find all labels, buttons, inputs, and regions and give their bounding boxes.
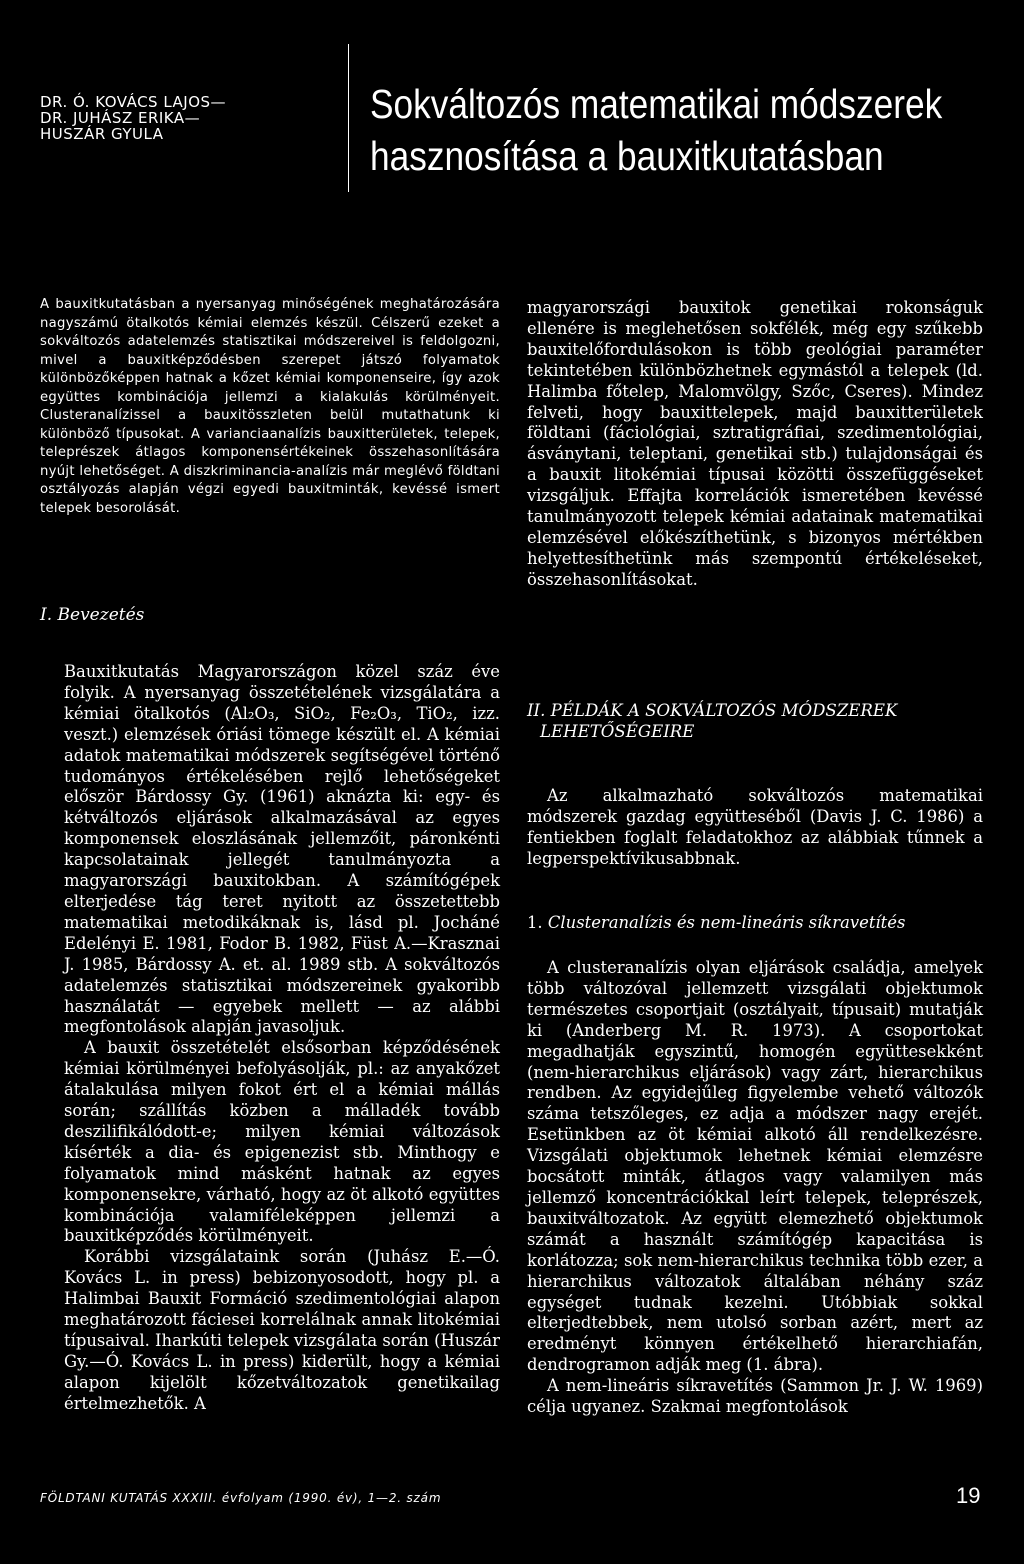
- section-intro: [527, 786, 983, 870]
- author-name: DR. Ó. KOVÁCS LAJOS—: [40, 93, 227, 111]
- subsection-heading-cluster: [527, 913, 983, 932]
- section-heading-examples: [527, 700, 987, 742]
- header-divider: [348, 44, 349, 192]
- section-heading-introduction: I. Bevezetés: [40, 605, 145, 625]
- page-number: 19: [956, 1483, 981, 1508]
- abstract: A bauxitkutatásban a nyersanyag minőségének meghatározására nagyszámú ötalkotós kémiai elemzés készül. Célszerű ezeket a sokváltozós adatelemzés statisztikai módszereivel is feldolgozni, mivel a bauxitképződésben szerepet játszó folyamatok különbözőképpen hatnak a kőzet kémiai komponenseire, így azok együttes kombinációja jellemzi a kialakulás körülményeit. Clusteranalízissel a bauxitösszleten belül mutathatunk ki különböző típusokat. A varianciaanalízis bauxitterületek, telepek, teleprészek átlagos komponensértékeinek összehasonlítására nyújt lehetőséget. A diszkriminancia-analízis már meglévő földtani osztályozás alapján végzi egyedi bauxitminták, kevéssé ismert telepek besorolását.: [40, 297, 500, 516]
- paragraph: A nem-lineáris síkravetítés (Sammon Jr. J. W. 1969) célja ugyanez. Szakmai megfontolások: [527, 1376, 983, 1417]
- right-column-body: [527, 958, 983, 1418]
- paragraph: Bauxitkutatás Magyarországon közel száz éve folyik. A nyersanyag összetételének vizsgálatára a kémiai ötalkotós (Al₂O₃, SiO₂, Fe₂O₃, TiO₂, izz. veszt.) elemzések óriási tömege készült el. A kémiai adatok matematikai módszerek segítségével történő tudományos értékelésében rejlő lehetőségeket először Bárdossy Gy. (1961) aknázta ki: egy- és kétváltozós eljárások alkalmazásával az egyes komponensek eloszlásának jellemzőit, páronkénti kapcsolatainak jellegét tanulmányozta a magyarországi bauxitokban. A számítógépek elterjedése tág teret nyitott az összetettebb matematikai metodikáknak is, lásd pl. Jocháné Edelényi E. 1981, Fodor B. 1982, Füst A.—Krasznai J. 1985, Bárdossy A. et. al. 1989 stb. A sokváltozós adatelemzés statisztikai módszereinek gyakoribb használatát — egyebek mellett — az alábbi megfontolások alapján javasoljuk.: [64, 662, 500, 1037]
- section-heading-line-1: II. PÉLDÁK A SOKVÁLTOZÓS MÓDSZEREK: [527, 701, 898, 720]
- section-heading-line-2: LEHETŐSÉGEIRE: [540, 722, 695, 741]
- paragraph: A bauxit összetételét elsősorban képződésének kémiai körülményei befolyásolják, pl.: az anyakőzet átalakulása milyen fokot ért el a kémiai mállás során; szállítás közben a málladék tovább deszilifikálódott-e; milyen kémiai változások kísérték a dia- és epigenezist stb. Minthogy e folyamatok mind másként hatnak az egyes komponensekre, várható, hogy az öt alkotó együttes kombinációja valamiféleképpen jellemzi a bauxitképződés körülményeit.: [64, 1038, 500, 1246]
- journal-footer: FÖLDTANI KUTATÁS XXXIII. évfolyam (1990. év), 1—2. szám: [40, 1491, 442, 1505]
- paragraph: magyarországi bauxitok genetikai rokonságuk ellenére is meglehetősen sokfélék, még egy szűkebb bauxitelőfordulásokon is több geológiai paraméter tekintetében különbözhetnek egymástól a telepek (ld. Halimba főtelep, Malomvölgy, Szőc, Cseres). Mindez felveti, hogy bauxittelepek, majd bauxitterületek földtani (fáciológiai, sztratigráfiai, szedimentológiai, ásványtani, teleptani, genetikai stb.) tulajdonságai és a bauxit litokémiai típusai közötti összefüggéseket vizsgáljuk. Effajta korrelációk ismeretében kevéssé tanulmányozott telepek kémiai adatainak matematikai elemzésével előkészíthetünk, s bizonyos mértékben helyettesíthetünk más szempontú értékeléseket, összehasonlításokat.: [527, 298, 983, 589]
- title-line-2: hasznosítása a bauxitkutatásban: [370, 133, 884, 179]
- author-name: HUSZÁR GYULA: [40, 125, 164, 143]
- article-title: [370, 78, 943, 182]
- paragraph: Korábbi vizsgálataink során (Juhász E.—Ó. Kovács L. in press) bebizonyosodott, hogy pl. a Halimbai Bauxit Formáció szedimentológiai alapon meghatározott fáciesei korrelálnak annak litokémiai típusaival. Iharkúti telepek vizsgálata során (Huszár Gy.—Ó. Kovács L. in press) kiderült, hogy a kémiai alapon kijelölt kőzetváltozatok genetikailag értelmezhetők. A: [64, 1247, 500, 1413]
- left-column-body: [64, 662, 500, 1415]
- author-name: DR. JUHÁSZ ERIKA—: [40, 109, 201, 127]
- title-line-1: Sokváltozós matematikai módszerek: [370, 81, 943, 127]
- subsection-title: Clusteranalízis és nem-lineáris síkravetítés: [547, 913, 906, 932]
- author-list: [40, 94, 330, 142]
- paragraph: A clusteranalízis olyan eljárások családja, amelyek több változóval jellemzett vizsgálati objektumok természetes csoportjait (osztályait, típusait) mutatják ki (Anderberg M. R. 1973). A csoportokat megadhatják egyszintű, homogén együttesekként (nem-hierarchikus eljárások) vagy zárt, hierarchikus rendben. Az egyidejűleg figyelembe vehető változók száma tetszőleges, ez adja a módszer nagy erejét. Esetünkben az öt kémiai alkotó áll rendelkezésre. Vizsgálati objektumok lehetnek kémiai elemzésre bocsátott minták, átlagos vagy valamilyen más jellemző koncentrációkkal leírt telepek, teleprészek, bauxitváltozatok. Az együtt elemezhető objektumok számát a használt számítógép kapacitása is korlátozza; sok nem-hierarchikus technika több ezer, a hierarchikus változatok általában néhány száz egységet tudnak kezelni. Utóbbiak sokkal elterjedtebbek, nem utolsó sorban azért, mert az eredményt könnyen értékelhető hierarchiafán, dendrogramon adják meg (1. ábra).: [527, 958, 983, 1375]
- paragraph: Az alkalmazható sokváltozós matematikai módszerek gazdag együtteséből (Davis J. C. 1986) a fentiekben foglalt feladatokhoz az alábbiak tűnnek a legperspektívikusabbnak.: [527, 786, 983, 868]
- right-column-continuation: [527, 298, 983, 591]
- subsection-number: 1.: [527, 913, 543, 932]
